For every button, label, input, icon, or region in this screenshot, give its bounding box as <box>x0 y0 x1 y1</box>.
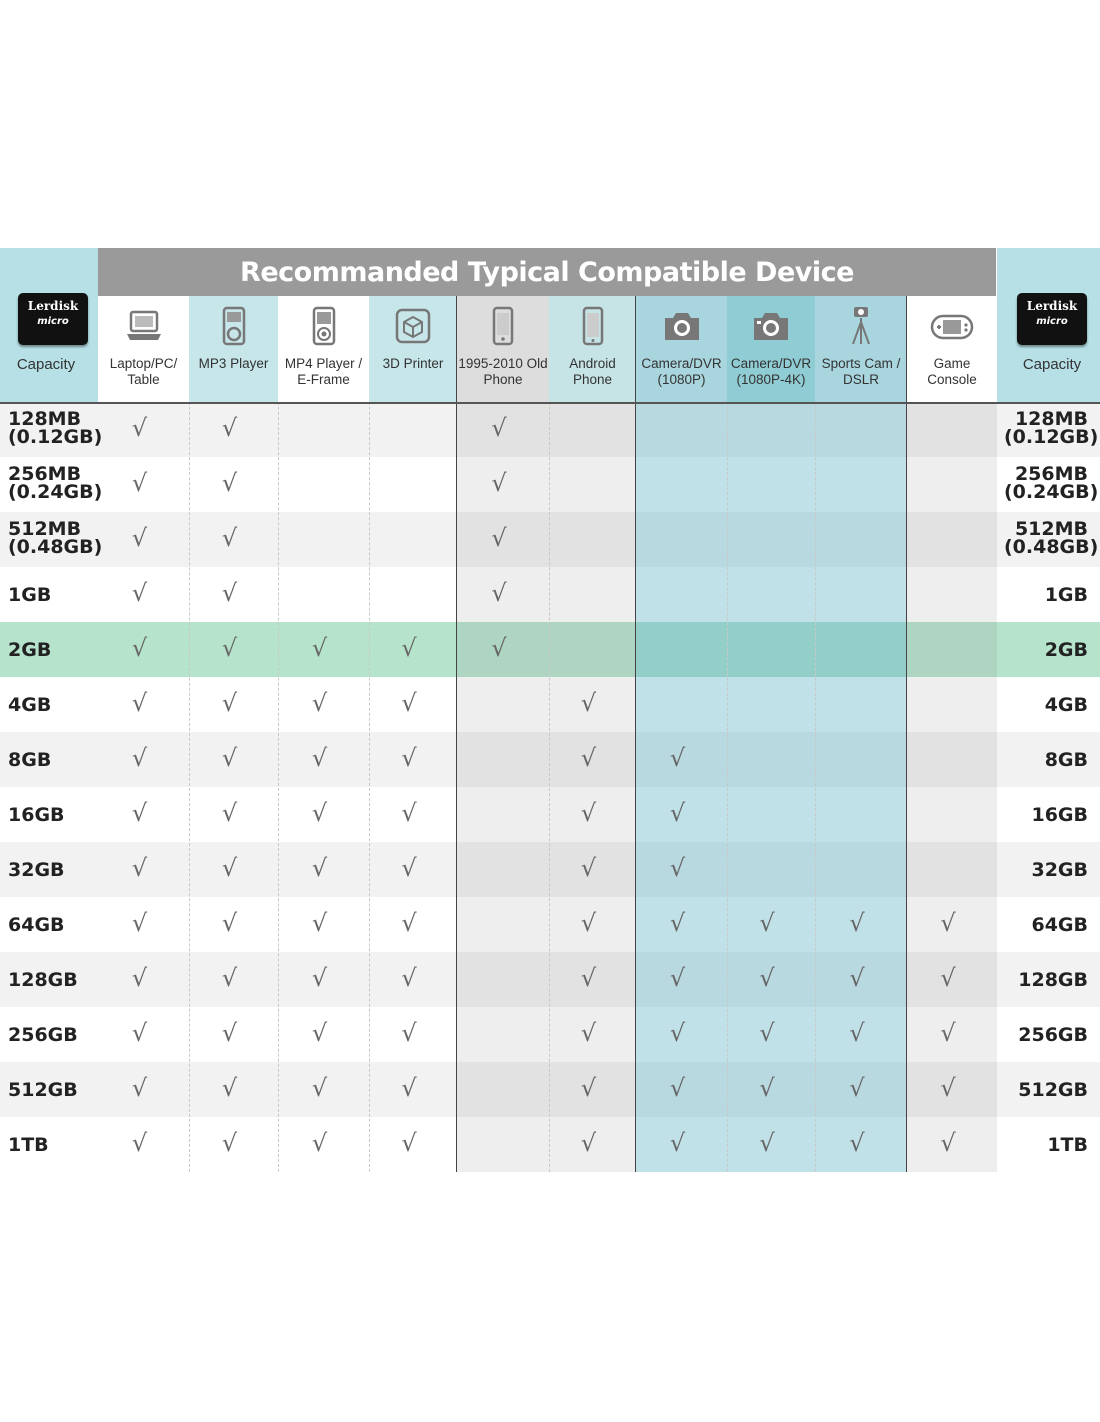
check-mark: √ <box>940 964 956 992</box>
column-tint <box>815 402 907 1172</box>
check-mark: √ <box>221 854 238 882</box>
check-mark: √ <box>759 1129 775 1157</box>
check-mark: √ <box>131 909 148 937</box>
chart-title: Recommanded Typical Compatible Device <box>98 248 996 296</box>
lerdisk-logo <box>18 293 88 345</box>
camera-icon <box>660 304 704 350</box>
check-mark: √ <box>401 744 417 772</box>
check-mark: √ <box>311 689 328 717</box>
device-header-sportscam <box>815 296 907 402</box>
check-mark: √ <box>221 1129 238 1157</box>
capacity-left-label: 32GB <box>8 859 65 881</box>
device-label: 1995-2010 Old Phone <box>458 356 548 387</box>
check-mark: √ <box>311 1129 328 1157</box>
check-mark: √ <box>669 1019 686 1047</box>
device-header-cam4k <box>727 296 815 402</box>
check-mark: √ <box>849 1074 865 1102</box>
column-divider <box>189 402 190 1172</box>
capacity-left-label: 256GB <box>8 1024 78 1046</box>
check-mark: √ <box>131 1074 148 1102</box>
column-divider <box>278 402 279 1172</box>
old-phone-icon <box>481 304 525 350</box>
laptop-icon <box>122 304 166 350</box>
column-divider <box>815 402 816 1172</box>
device-label: MP3 Player <box>198 356 269 371</box>
group-divider <box>635 296 636 1172</box>
left-capacity-label: Capacity <box>16 356 76 373</box>
check-mark: √ <box>221 689 238 717</box>
capacity-right-label: 256GB <box>1018 1024 1088 1046</box>
capacity-left-label: 16GB <box>8 804 65 826</box>
check-mark: √ <box>669 854 686 882</box>
device-header-android <box>549 296 636 402</box>
check-mark: √ <box>401 1019 417 1047</box>
check-mark: √ <box>759 1074 775 1102</box>
check-mark: √ <box>491 524 507 552</box>
check-mark: √ <box>849 964 865 992</box>
camera-4k-icon <box>749 304 793 350</box>
capacity-right-label: 512MB (0.48GB) <box>1004 518 1099 558</box>
logo-brand: Lerdisk <box>27 299 79 313</box>
capacity-left-label: 1GB <box>8 584 52 606</box>
check-mark: √ <box>221 909 238 937</box>
check-mark: √ <box>940 1129 956 1157</box>
capacity-right-label: 128MB (0.12GB) <box>1004 408 1099 448</box>
check-mark: √ <box>401 689 417 717</box>
check-mark: √ <box>759 909 775 937</box>
capacity-right-label: 1TB <box>1047 1134 1088 1156</box>
column-divider <box>369 402 370 1172</box>
check-mark: √ <box>131 469 148 497</box>
check-mark: √ <box>311 964 328 992</box>
device-label: Laptop/PC/ Table <box>109 356 178 387</box>
check-mark: √ <box>669 799 686 827</box>
column-tint <box>636 402 727 1172</box>
3d-printer-icon <box>391 304 435 350</box>
column-tint <box>457 402 549 1172</box>
check-mark: √ <box>221 469 238 497</box>
android-phone-icon <box>571 304 615 350</box>
device-label: Camera/DVR (1080P-4K) <box>730 356 812 387</box>
check-mark: √ <box>669 964 686 992</box>
check-mark: √ <box>401 1129 417 1157</box>
check-mark: √ <box>311 854 328 882</box>
check-mark: √ <box>669 1074 686 1102</box>
capacity-right-label: 32GB <box>1031 859 1088 881</box>
check-mark: √ <box>401 854 417 882</box>
check-mark: √ <box>759 1019 775 1047</box>
check-mark: √ <box>580 744 597 772</box>
capacity-left-label: 64GB <box>8 914 65 936</box>
device-label: Android Phone <box>569 356 616 387</box>
column-tint <box>907 402 997 1172</box>
check-mark: √ <box>491 579 507 607</box>
check-mark: √ <box>221 634 238 662</box>
check-mark: √ <box>221 964 238 992</box>
device-label: Camera/DVR (1080P) <box>641 356 722 387</box>
check-mark: √ <box>131 524 148 552</box>
check-mark: √ <box>669 909 686 937</box>
tripod-camera-icon <box>839 304 883 350</box>
column-tint <box>727 402 815 1172</box>
capacity-right-label: 2GB <box>1044 639 1088 661</box>
check-mark: √ <box>669 1129 686 1157</box>
capacity-left-label: 8GB <box>8 749 52 771</box>
check-mark: √ <box>131 964 148 992</box>
check-mark: √ <box>131 414 148 442</box>
check-mark: √ <box>401 634 417 662</box>
device-label: 3D Printer <box>382 356 444 371</box>
device-header-laptop <box>98 296 189 402</box>
check-mark: √ <box>401 909 417 937</box>
game-console-icon <box>930 304 974 350</box>
check-mark: √ <box>759 964 775 992</box>
check-mark: √ <box>580 689 597 717</box>
check-mark: √ <box>580 909 597 937</box>
column-divider <box>727 402 728 1172</box>
device-header-printer3d <box>369 296 457 402</box>
check-mark: √ <box>311 909 328 937</box>
right-capacity-header <box>997 248 1100 402</box>
capacity-right-label: 512GB <box>1018 1079 1088 1101</box>
check-mark: √ <box>580 799 597 827</box>
check-mark: √ <box>940 1074 956 1102</box>
check-mark: √ <box>669 744 686 772</box>
capacity-right-label: 256MB (0.24GB) <box>1004 463 1099 503</box>
check-mark: √ <box>131 689 148 717</box>
device-label: Game Console <box>927 356 977 387</box>
device-header-console <box>907 296 997 402</box>
check-mark: √ <box>131 1019 148 1047</box>
group-divider <box>456 296 457 1172</box>
check-mark: √ <box>580 854 597 882</box>
column-tint <box>549 402 636 1172</box>
capacity-right-label: 4GB <box>1044 694 1088 716</box>
device-label: Sports Cam / DSLR <box>821 356 901 387</box>
capacity-left-label: 512GB <box>8 1079 78 1101</box>
check-mark: √ <box>221 414 238 442</box>
check-mark: √ <box>401 1074 417 1102</box>
device-header-oldphone <box>457 296 549 402</box>
capacity-left-label: 2GB <box>8 639 52 661</box>
check-mark: √ <box>131 799 148 827</box>
check-mark: √ <box>131 579 148 607</box>
mp3-player-icon <box>212 304 256 350</box>
check-mark: √ <box>311 799 328 827</box>
capacity-right-label: 16GB <box>1031 804 1088 826</box>
check-mark: √ <box>131 634 148 662</box>
check-mark: √ <box>221 799 238 827</box>
device-header-mp4 <box>278 296 369 402</box>
check-mark: √ <box>940 1019 956 1047</box>
compatibility-chart <box>0 248 1100 1172</box>
logo-sub-right: micro <box>1036 316 1068 327</box>
capacity-left-label: 4GB <box>8 694 52 716</box>
capacity-right-label: 1GB <box>1044 584 1088 606</box>
capacity-left-label: 128GB <box>8 969 78 991</box>
right-capacity-label: Capacity <box>1022 356 1082 373</box>
capacity-right-label: 64GB <box>1031 914 1088 936</box>
logo-sub: micro <box>37 316 69 327</box>
capacity-left-label: 512MB (0.48GB) <box>8 518 103 558</box>
check-mark: √ <box>849 1019 865 1047</box>
check-mark: √ <box>221 1019 238 1047</box>
check-mark: √ <box>131 1129 148 1157</box>
check-mark: √ <box>401 799 417 827</box>
check-mark: √ <box>311 1019 328 1047</box>
check-mark: √ <box>221 744 238 772</box>
device-label: MP4 Player / E-Frame <box>284 356 363 387</box>
check-mark: √ <box>940 909 956 937</box>
capacity-left-label: 256MB (0.24GB) <box>8 463 103 503</box>
check-mark: √ <box>221 579 238 607</box>
check-mark: √ <box>311 1074 328 1102</box>
mp4-player-icon <box>302 304 346 350</box>
device-header-mp3 <box>189 296 278 402</box>
check-mark: √ <box>580 1129 597 1157</box>
check-mark: √ <box>491 414 507 442</box>
capacity-left-label: 128MB (0.12GB) <box>8 408 103 448</box>
check-mark: √ <box>580 964 597 992</box>
check-mark: √ <box>849 1129 865 1157</box>
capacity-right-label: 128GB <box>1018 969 1088 991</box>
header-divider <box>0 402 1100 404</box>
check-mark: √ <box>311 634 328 662</box>
check-mark: √ <box>131 744 148 772</box>
check-mark: √ <box>221 524 238 552</box>
check-mark: √ <box>221 1074 238 1102</box>
check-mark: √ <box>401 964 417 992</box>
left-capacity-header <box>0 248 98 402</box>
logo-brand-right: Lerdisk <box>1026 299 1078 313</box>
device-header-cam1080 <box>636 296 727 402</box>
capacity-left-label: 1TB <box>8 1134 49 1156</box>
check-mark: √ <box>491 634 507 662</box>
column-divider <box>549 402 550 1172</box>
capacity-right-label: 8GB <box>1044 749 1088 771</box>
group-divider <box>906 296 907 1172</box>
check-mark: √ <box>580 1074 597 1102</box>
check-mark: √ <box>311 744 328 772</box>
check-mark: √ <box>491 469 507 497</box>
lerdisk-logo-right <box>1017 293 1087 345</box>
check-mark: √ <box>580 1019 597 1047</box>
check-mark: √ <box>849 909 865 937</box>
check-mark: √ <box>131 854 148 882</box>
